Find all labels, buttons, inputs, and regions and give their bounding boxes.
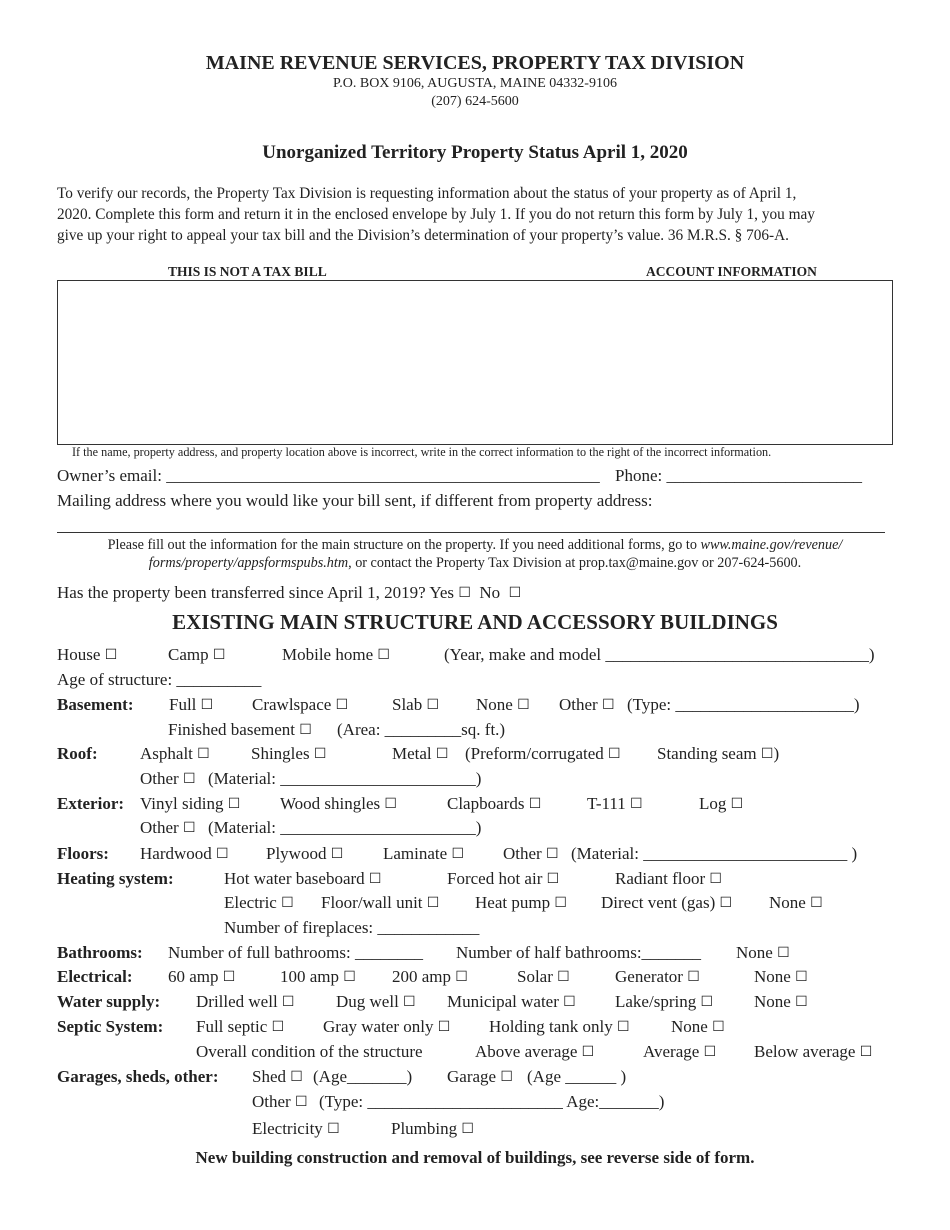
garages-label: Garages, sheds, other: [57,1067,219,1086]
heating-direct-vent[interactable]: Direct vent (gas) ☐ [601,893,733,912]
roof-shingles[interactable]: Shingles ☐ [251,744,327,763]
roof-standing-seam[interactable]: Standing seam ☐) [657,744,780,763]
footer-note: New building construction and removal of buildings, see reverse side of form. [195,1148,755,1167]
septic-full[interactable]: Full septic ☐ [196,1017,285,1036]
mobile-home-option[interactable]: Mobile home ☐ [282,645,390,664]
shed-age-field[interactable]: (Age_______) [313,1067,413,1086]
forms-link[interactable]: www.maine.gov/revenue/ [700,537,843,553]
basement-crawlspace[interactable]: Crawlspace ☐ [252,695,349,714]
half-bathrooms-field[interactable]: Number of half bathrooms:_______ [456,943,702,962]
form-title: Unorganized Territory Property Status April 1, 2020 [262,142,688,163]
mailing-address-label: Mailing address where you would like your bill sent, if different from property address: [57,491,653,510]
heating-electric[interactable]: Electric ☐ [224,893,294,912]
forms-link-cont[interactable]: forms/property/appsformspubs.htm [148,555,349,571]
basement-other[interactable]: Other ☐ [559,695,615,714]
floors-material-field[interactable]: (Material: ________________________ ) [571,844,858,863]
bathrooms-none[interactable]: None ☐ [736,943,790,962]
garages-other-option[interactable]: Other ☐ [252,1092,308,1111]
finished-basement[interactable]: Finished basement ☐ [168,720,312,739]
heating-forced-air[interactable]: Forced hot air ☐ [447,869,560,888]
condition-below[interactable]: Below average ☐ [754,1042,873,1061]
condition-above[interactable]: Above average ☐ [475,1042,595,1061]
electrical-generator[interactable]: Generator ☐ [615,967,700,986]
exterior-clapboards[interactable]: Clapboards ☐ [447,794,542,813]
condition-label: Overall condition of the structure [196,1042,423,1061]
heating-label: Heating system: [57,869,174,888]
intro-line-3: give up your right to appeal your tax bill and the Division’s determination of your property’s value. 36 M.R.S. § 706-A. [57,227,790,244]
floors-plywood[interactable]: Plywood ☐ [266,844,344,863]
exterior-log[interactable]: Log ☐ [699,794,744,813]
roof-material-field[interactable]: (Material: _______________________) [208,769,482,788]
water-drilled[interactable]: Drilled well ☐ [196,992,295,1011]
plumbing-option[interactable]: Plumbing ☐ [391,1119,474,1138]
account-information-heading: ACCOUNT INFORMATION [646,264,817,279]
mobile-model-field[interactable]: (Year, make and model _______________________________) [444,645,875,664]
mailing-address-line[interactable] [57,532,885,533]
not-a-tax-bill-notice: THIS IS NOT A TAX BILL [168,264,327,279]
heating-floor-wall[interactable]: Floor/wall unit ☐ [321,893,440,912]
heating-radiant-floor[interactable]: Radiant floor ☐ [615,869,722,888]
roof-label: Roof: [57,744,98,763]
condition-average[interactable]: Average ☐ [643,1042,717,1061]
camp-option[interactable]: Camp ☐ [168,645,226,664]
water-municipal[interactable]: Municipal water ☐ [447,992,576,1011]
garages-other-type-field[interactable]: (Type: _______________________ Age:_______) [319,1092,665,1111]
exterior-vinyl[interactable]: Vinyl siding ☐ [140,794,241,813]
section-title: EXISTING MAIN STRUCTURE AND ACCESSORY BUILDINGS [172,610,778,634]
instructions-line-1: Please fill out the information for the main structure on the property. If you need additional forms, go to www.maine.gov/revenue/ [107,537,843,553]
intro-line-1: To verify our records, the Property Tax Division is requesting information about the status of your property as of April 1, [57,185,797,202]
agency-address: P.O. BOX 9106, AUGUSTA, MAINE 04332-9106 [333,76,617,91]
transferred-no[interactable]: No ☐ [479,583,522,602]
owner-email-field[interactable]: Owner’s email: ___________________________________________________ [57,466,600,485]
garage-option[interactable]: Garage ☐ [447,1067,513,1086]
electrical-100[interactable]: 100 amp ☐ [280,967,356,986]
age-of-structure-field[interactable]: Age of structure: __________ [57,670,262,689]
basement-none[interactable]: None ☐ [476,695,530,714]
floors-other[interactable]: Other ☐ [503,844,559,863]
septic-holding-tank[interactable]: Holding tank only ☐ [489,1017,630,1036]
instructions-line-2: forms/property/appsformspubs.htm, or contact the Property Tax Division at prop.tax@maine.gov or 207-624-5600. [148,555,802,571]
bathrooms-label: Bathrooms: [57,943,143,962]
heating-hot-water[interactable]: Hot water baseboard ☐ [224,869,382,888]
septic-gray-water[interactable]: Gray water only ☐ [323,1017,451,1036]
roof-metal[interactable]: Metal ☐ [392,744,449,763]
electrical-solar[interactable]: Solar ☐ [517,967,570,986]
floors-laminate[interactable]: Laminate ☐ [383,844,465,863]
fireplaces-field[interactable]: Number of fireplaces: ____________ [224,918,480,937]
exterior-wood-shingles[interactable]: Wood shingles ☐ [280,794,397,813]
exterior-t111[interactable]: T-111 ☐ [587,794,643,813]
full-bathrooms-field[interactable]: Number of full bathrooms: ________ [168,943,423,962]
water-label: Water supply: [57,992,161,1011]
shed-option[interactable]: Shed ☐ [252,1067,303,1086]
agency-phone: (207) 624-5600 [431,94,519,109]
basement-label: Basement: [57,695,134,714]
electrical-60[interactable]: 60 amp ☐ [168,967,236,986]
water-dug[interactable]: Dug well ☐ [336,992,416,1011]
transferred-question: Has the property been transferred since April 1, 2019? Yes ☐ No ☐ [57,583,522,602]
heating-none[interactable]: None ☐ [769,893,823,912]
account-information-box[interactable] [57,280,893,445]
roof-preform[interactable]: (Preform/corrugated ☐ [465,744,621,763]
intro-line-2: 2020. Complete this form and return it in the enclosed envelope by July 1. If you do not return this form by July 1, you may [57,206,815,223]
exterior-material-field[interactable]: (Material: _______________________) [208,818,482,837]
electrical-none[interactable]: None ☐ [754,967,808,986]
heating-heat-pump[interactable]: Heat pump ☐ [475,893,567,912]
agency-name: MAINE REVENUE SERVICES, PROPERTY TAX DIVISION [205,52,745,74]
basement-full[interactable]: Full ☐ [169,695,214,714]
garage-age-field[interactable]: (Age ______ ) [527,1067,627,1086]
exterior-label: Exterior: [57,794,125,813]
basement-area-field[interactable]: (Area: _________sq. ft.) [337,720,506,739]
exterior-other[interactable]: Other ☐ [140,818,196,837]
septic-none[interactable]: None ☐ [671,1017,725,1036]
basement-slab[interactable]: Slab ☐ [392,695,440,714]
basement-other-type-field[interactable]: (Type: _____________________) [627,695,860,714]
roof-other[interactable]: Other ☐ [140,769,196,788]
house-option[interactable]: House ☐ [57,645,118,664]
septic-label: Septic System: [57,1017,164,1036]
transferred-yes[interactable]: Yes ☐ [429,583,471,602]
box-correction-note: If the name, property address, and property location above is incorrect, write in the correct information to the right of the incorrect information. [72,445,772,459]
electricity-option[interactable]: Electricity ☐ [252,1119,340,1138]
electrical-200[interactable]: 200 amp ☐ [392,967,468,986]
water-none[interactable]: None ☐ [754,992,808,1011]
roof-asphalt[interactable]: Asphalt ☐ [140,744,210,763]
phone-field[interactable]: Phone: _______________________ [615,466,862,485]
floors-hardwood[interactable]: Hardwood ☐ [140,844,229,863]
water-lake[interactable]: Lake/spring ☐ [615,992,714,1011]
floors-label: Floors: [57,844,109,863]
electrical-label: Electrical: [57,967,133,986]
